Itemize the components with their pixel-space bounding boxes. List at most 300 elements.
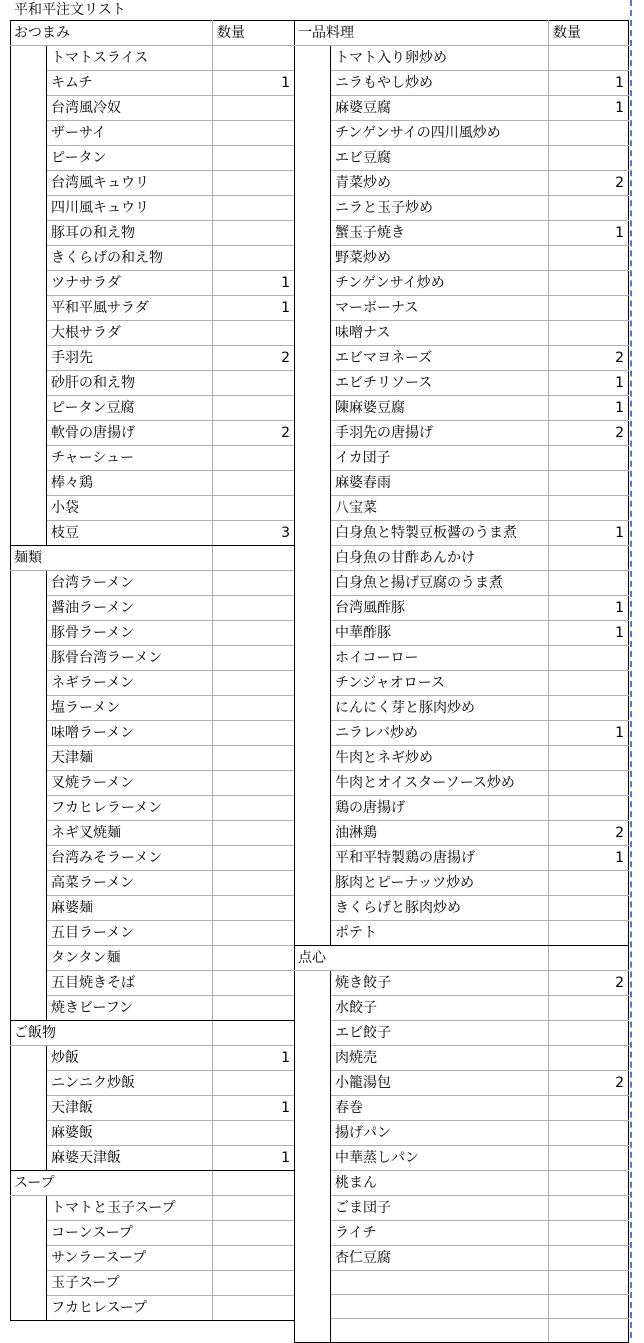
item-qty-cell[interactable] <box>213 1271 295 1296</box>
item-qty-cell[interactable] <box>213 121 295 146</box>
item-name-cell[interactable]: 天津麺 <box>47 746 213 771</box>
indent-cell[interactable] <box>11 746 47 771</box>
item-name-cell[interactable]: 鶏の唐揚げ <box>331 796 549 821</box>
indent-cell[interactable] <box>295 1121 331 1146</box>
indent-cell[interactable] <box>11 46 47 71</box>
item-name-cell[interactable]: フカヒレラーメン <box>47 796 213 821</box>
item-name-cell[interactable]: 陳麻婆豆腐 <box>331 396 549 421</box>
item-qty-cell[interactable] <box>213 921 295 946</box>
item-qty-cell[interactable] <box>549 571 629 596</box>
indent-cell[interactable] <box>295 996 331 1021</box>
item-name-cell[interactable]: 豚骨ラーメン <box>47 621 213 646</box>
indent-cell[interactable] <box>11 1271 47 1296</box>
item-qty-cell[interactable] <box>213 1246 295 1271</box>
item-name-cell[interactable]: 野菜炒め <box>331 246 549 271</box>
item-name-cell[interactable]: 小袋 <box>47 496 213 521</box>
indent-cell[interactable] <box>11 421 47 446</box>
indent-cell[interactable] <box>295 921 331 946</box>
indent-cell[interactable] <box>295 196 331 221</box>
item-qty-cell[interactable]: 2 <box>549 971 629 996</box>
item-qty-cell[interactable] <box>549 1021 629 1046</box>
indent-cell[interactable] <box>295 596 331 621</box>
indent-cell[interactable] <box>295 821 331 846</box>
item-name-cell[interactable]: ニラレバ炒め <box>331 721 549 746</box>
indent-cell[interactable] <box>11 1046 47 1071</box>
item-name-cell[interactable]: トマト入り卵炒め <box>331 46 549 71</box>
indent-cell[interactable] <box>11 121 47 146</box>
item-name-cell[interactable]: 枝豆 <box>47 521 213 546</box>
item-name-cell[interactable]: 炒飯 <box>47 1046 213 1071</box>
qty-header-cell[interactable] <box>213 546 295 571</box>
item-name-cell[interactable]: トマトと玉子スープ <box>47 1196 213 1221</box>
item-name-cell[interactable]: チンジャオロース <box>331 671 549 696</box>
item-qty-cell[interactable]: 1 <box>549 621 629 646</box>
category-title[interactable]: おつまみ <box>11 21 213 46</box>
qty-header-cell[interactable] <box>549 946 629 971</box>
item-qty-cell[interactable]: 1 <box>213 71 295 96</box>
item-name-cell[interactable]: 大根サラダ <box>47 321 213 346</box>
item-name-cell[interactable]: チンゲンサイ炒め <box>331 271 549 296</box>
item-name-cell[interactable]: きくらげの和え物 <box>47 246 213 271</box>
item-qty-cell[interactable] <box>549 271 629 296</box>
indent-cell[interactable] <box>295 271 331 296</box>
indent-cell[interactable] <box>295 1221 331 1246</box>
item-qty-cell[interactable] <box>213 146 295 171</box>
indent-cell[interactable] <box>295 1146 331 1171</box>
item-name-cell[interactable]: ニンニク炒飯 <box>47 1071 213 1096</box>
item-name-cell[interactable]: 味噌ナス <box>331 321 549 346</box>
indent-cell[interactable] <box>295 421 331 446</box>
indent-cell[interactable] <box>295 246 331 271</box>
item-name-cell[interactable]: 豚骨台湾ラーメン <box>47 646 213 671</box>
item-name-cell[interactable]: 揚げパン <box>331 1121 549 1146</box>
indent-cell[interactable] <box>11 1196 47 1221</box>
category-title[interactable]: ご飯物 <box>11 1021 213 1046</box>
indent-cell[interactable] <box>11 971 47 996</box>
item-name-cell[interactable]: フカヒレスープ <box>47 1296 213 1321</box>
indent-cell[interactable] <box>11 1096 47 1121</box>
item-name-cell[interactable]: 平和平風サラダ <box>47 296 213 321</box>
indent-cell[interactable] <box>11 771 47 796</box>
item-name-cell[interactable]: 白身魚と揚げ豆腐のうま煮 <box>331 571 549 596</box>
item-qty-cell[interactable] <box>213 371 295 396</box>
item-qty-cell[interactable] <box>549 696 629 721</box>
indent-cell[interactable] <box>295 1319 331 1343</box>
item-qty-cell[interactable] <box>549 746 629 771</box>
indent-cell[interactable] <box>295 496 331 521</box>
item-qty-cell[interactable] <box>549 646 629 671</box>
item-name-cell[interactable] <box>331 1319 549 1343</box>
indent-cell[interactable] <box>11 646 47 671</box>
item-name-cell[interactable]: 焼き餃子 <box>331 971 549 996</box>
item-name-cell[interactable]: ピータン豆腐 <box>47 396 213 421</box>
item-qty-cell[interactable] <box>549 1319 629 1343</box>
item-name-cell[interactable]: 手羽先 <box>47 346 213 371</box>
indent-cell[interactable] <box>11 846 47 871</box>
item-name-cell[interactable]: 豚肉とピーナッツ炒め <box>331 871 549 896</box>
item-name-cell[interactable]: 杏仁豆腐 <box>331 1246 549 1271</box>
indent-cell[interactable] <box>295 971 331 996</box>
indent-cell[interactable] <box>295 696 331 721</box>
indent-cell[interactable] <box>295 896 331 921</box>
item-name-cell[interactable]: 手羽先の唐揚げ <box>331 421 549 446</box>
item-name-cell[interactable]: ネギラーメン <box>47 671 213 696</box>
item-name-cell[interactable]: 四川風キュウリ <box>47 196 213 221</box>
item-qty-cell[interactable]: 1 <box>549 396 629 421</box>
indent-cell[interactable] <box>295 646 331 671</box>
indent-cell[interactable] <box>11 896 47 921</box>
item-name-cell[interactable]: ネギ叉焼麺 <box>47 821 213 846</box>
indent-cell[interactable] <box>295 221 331 246</box>
indent-cell[interactable] <box>11 71 47 96</box>
item-qty-cell[interactable] <box>213 571 295 596</box>
item-name-cell[interactable]: トマトスライス <box>47 46 213 71</box>
item-name-cell[interactable]: 台湾風キュウリ <box>47 171 213 196</box>
item-name-cell[interactable]: 台湾みそラーメン <box>47 846 213 871</box>
item-name-cell[interactable]: 麻婆飯 <box>47 1121 213 1146</box>
item-qty-cell[interactable] <box>213 1121 295 1146</box>
item-qty-cell[interactable] <box>549 246 629 271</box>
indent-cell[interactable] <box>11 171 47 196</box>
item-name-cell[interactable]: タンタン麺 <box>47 946 213 971</box>
item-name-cell[interactable]: エビ餃子 <box>331 1021 549 1046</box>
item-name-cell[interactable]: 春巻 <box>331 1096 549 1121</box>
item-name-cell[interactable]: 塩ラーメン <box>47 696 213 721</box>
indent-cell[interactable] <box>295 1046 331 1071</box>
item-qty-cell[interactable] <box>549 1271 629 1295</box>
item-name-cell[interactable]: サンラースープ <box>47 1246 213 1271</box>
item-qty-cell[interactable]: 1 <box>213 271 295 296</box>
item-name-cell[interactable]: 天津飯 <box>47 1096 213 1121</box>
item-name-cell[interactable]: ホイコーロー <box>331 646 549 671</box>
item-name-cell[interactable]: 台湾ラーメン <box>47 571 213 596</box>
item-name-cell[interactable] <box>331 1271 549 1295</box>
indent-cell[interactable] <box>11 521 47 546</box>
item-name-cell[interactable]: 棒々鶏 <box>47 471 213 496</box>
item-qty-cell[interactable] <box>213 396 295 421</box>
item-qty-cell[interactable] <box>213 746 295 771</box>
item-name-cell[interactable]: 牛肉とネギ炒め <box>331 746 549 771</box>
item-qty-cell[interactable]: 2 <box>549 821 629 846</box>
indent-cell[interactable] <box>11 446 47 471</box>
indent-cell[interactable] <box>11 246 47 271</box>
category-title[interactable]: 一品料理 <box>295 21 549 46</box>
qty-header-cell[interactable] <box>213 1021 295 1046</box>
item-qty-cell[interactable] <box>213 971 295 996</box>
item-name-cell[interactable]: 小籠湯包 <box>331 1071 549 1096</box>
item-name-cell[interactable]: チンゲンサイの四川風炒め <box>331 121 549 146</box>
indent-cell[interactable] <box>295 621 331 646</box>
category-title[interactable]: 点心 <box>295 946 549 971</box>
indent-cell[interactable] <box>11 496 47 521</box>
item-qty-cell[interactable] <box>549 671 629 696</box>
indent-cell[interactable] <box>295 321 331 346</box>
item-name-cell[interactable]: 中華蒸しパン <box>331 1146 549 1171</box>
indent-cell[interactable] <box>11 271 47 296</box>
item-qty-cell[interactable] <box>213 321 295 346</box>
item-qty-cell[interactable]: 1 <box>213 1096 295 1121</box>
item-qty-cell[interactable] <box>213 771 295 796</box>
item-name-cell[interactable]: 油淋鶏 <box>331 821 549 846</box>
item-qty-cell[interactable] <box>549 771 629 796</box>
item-qty-cell[interactable]: 1 <box>549 221 629 246</box>
item-name-cell[interactable]: 肉焼売 <box>331 1046 549 1071</box>
item-qty-cell[interactable] <box>549 446 629 471</box>
item-qty-cell[interactable] <box>213 896 295 921</box>
indent-cell[interactable] <box>295 671 331 696</box>
indent-cell[interactable] <box>11 471 47 496</box>
indent-cell[interactable] <box>11 596 47 621</box>
item-qty-cell[interactable] <box>549 196 629 221</box>
item-name-cell[interactable]: 八宝菜 <box>331 496 549 521</box>
indent-cell[interactable] <box>11 346 47 371</box>
indent-cell[interactable] <box>295 871 331 896</box>
indent-cell[interactable] <box>11 1121 47 1146</box>
item-qty-cell[interactable] <box>549 321 629 346</box>
indent-cell[interactable] <box>11 721 47 746</box>
item-qty-cell[interactable]: 2 <box>549 171 629 196</box>
item-qty-cell[interactable] <box>213 596 295 621</box>
indent-cell[interactable] <box>11 396 47 421</box>
indent-cell[interactable] <box>11 946 47 971</box>
item-qty-cell[interactable]: 1 <box>549 521 629 546</box>
item-name-cell[interactable]: マーボーナス <box>331 296 549 321</box>
item-qty-cell[interactable] <box>213 846 295 871</box>
indent-cell[interactable] <box>11 921 47 946</box>
item-name-cell[interactable]: キムチ <box>47 71 213 96</box>
qty-column-header[interactable]: 数量 <box>549 21 629 46</box>
indent-cell[interactable] <box>295 1196 331 1221</box>
indent-cell[interactable] <box>295 1271 331 1295</box>
indent-cell[interactable] <box>11 571 47 596</box>
indent-cell[interactable] <box>295 546 331 571</box>
item-qty-cell[interactable] <box>213 196 295 221</box>
item-name-cell[interactable]: 叉焼ラーメン <box>47 771 213 796</box>
item-name-cell[interactable]: 五目ラーメン <box>47 921 213 946</box>
item-name-cell[interactable]: 桃まん <box>331 1171 549 1196</box>
item-qty-cell[interactable]: 1 <box>549 71 629 96</box>
item-qty-cell[interactable] <box>549 1046 629 1071</box>
item-name-cell[interactable]: エビ豆腐 <box>331 146 549 171</box>
indent-cell[interactable] <box>295 346 331 371</box>
indent-cell[interactable] <box>295 396 331 421</box>
item-qty-cell[interactable] <box>213 871 295 896</box>
item-qty-cell[interactable] <box>213 1296 295 1321</box>
item-qty-cell[interactable] <box>549 996 629 1021</box>
item-name-cell[interactable]: 五目焼きそば <box>47 971 213 996</box>
item-qty-cell[interactable]: 1 <box>549 596 629 621</box>
indent-cell[interactable] <box>11 796 47 821</box>
indent-cell[interactable] <box>11 221 47 246</box>
item-qty-cell[interactable] <box>549 1295 629 1319</box>
item-name-cell[interactable]: 麻婆豆腐 <box>331 96 549 121</box>
item-name-cell[interactable]: 軟骨の唐揚げ <box>47 421 213 446</box>
item-name-cell[interactable]: 白身魚の甘酢あんかけ <box>331 546 549 571</box>
indent-cell[interactable] <box>11 1296 47 1321</box>
indent-cell[interactable] <box>295 96 331 121</box>
indent-cell[interactable] <box>11 696 47 721</box>
indent-cell[interactable] <box>11 296 47 321</box>
indent-cell[interactable] <box>295 1096 331 1121</box>
item-qty-cell[interactable] <box>549 1171 629 1196</box>
indent-cell[interactable] <box>11 821 47 846</box>
indent-cell[interactable] <box>295 71 331 96</box>
item-qty-cell[interactable]: 2 <box>549 1071 629 1096</box>
category-title[interactable]: 麺類 <box>11 546 213 571</box>
item-name-cell[interactable]: ごま団子 <box>331 1196 549 1221</box>
indent-cell[interactable] <box>295 1295 331 1319</box>
qty-column-header[interactable]: 数量 <box>213 21 295 46</box>
item-name-cell[interactable]: ライチ <box>331 1221 549 1246</box>
item-name-cell[interactable]: 青菜炒め <box>331 171 549 196</box>
item-qty-cell[interactable] <box>549 1121 629 1146</box>
item-qty-cell[interactable] <box>549 296 629 321</box>
item-qty-cell[interactable] <box>549 896 629 921</box>
category-title[interactable]: スープ <box>11 1171 213 1196</box>
item-qty-cell[interactable] <box>549 46 629 71</box>
item-qty-cell[interactable] <box>213 446 295 471</box>
item-qty-cell[interactable] <box>549 121 629 146</box>
indent-cell[interactable] <box>295 571 331 596</box>
item-name-cell[interactable]: 麻婆天津飯 <box>47 1146 213 1171</box>
item-name-cell[interactable]: 麻婆麺 <box>47 896 213 921</box>
item-qty-cell[interactable]: 2 <box>549 421 629 446</box>
indent-cell[interactable] <box>11 871 47 896</box>
indent-cell[interactable] <box>11 1221 47 1246</box>
item-qty-cell[interactable] <box>213 621 295 646</box>
item-qty-cell[interactable] <box>213 496 295 521</box>
item-name-cell[interactable]: 豚耳の和え物 <box>47 221 213 246</box>
item-qty-cell[interactable] <box>549 796 629 821</box>
indent-cell[interactable] <box>295 446 331 471</box>
item-name-cell[interactable]: チャーシュー <box>47 446 213 471</box>
item-name-cell[interactable]: 醤油ラーメン <box>47 596 213 621</box>
indent-cell[interactable] <box>11 371 47 396</box>
item-qty-cell[interactable]: 1 <box>549 721 629 746</box>
item-name-cell[interactable]: ニラもやし炒め <box>331 71 549 96</box>
item-qty-cell[interactable] <box>213 1221 295 1246</box>
indent-cell[interactable] <box>11 621 47 646</box>
item-qty-cell[interactable] <box>213 721 295 746</box>
item-name-cell[interactable]: 麻婆春雨 <box>331 471 549 496</box>
indent-cell[interactable] <box>295 121 331 146</box>
indent-cell[interactable] <box>11 1146 47 1171</box>
item-qty-cell[interactable]: 2 <box>213 421 295 446</box>
indent-cell[interactable] <box>11 1071 47 1096</box>
item-name-cell[interactable]: エビチリソース <box>331 371 549 396</box>
indent-cell[interactable] <box>295 1071 331 1096</box>
indent-cell[interactable] <box>295 846 331 871</box>
item-qty-cell[interactable] <box>213 46 295 71</box>
item-qty-cell[interactable] <box>213 246 295 271</box>
item-qty-cell[interactable] <box>549 146 629 171</box>
item-name-cell[interactable]: ツナサラダ <box>47 271 213 296</box>
item-name-cell[interactable]: 蟹玉子焼き <box>331 221 549 246</box>
indent-cell[interactable] <box>295 1246 331 1271</box>
item-name-cell[interactable]: きくらげと豚肉炒め <box>331 896 549 921</box>
indent-cell[interactable] <box>11 146 47 171</box>
item-qty-cell[interactable] <box>549 871 629 896</box>
item-qty-cell[interactable] <box>213 946 295 971</box>
item-qty-cell[interactable]: 3 <box>213 521 295 546</box>
item-name-cell[interactable]: エビマヨネーズ <box>331 346 549 371</box>
item-qty-cell[interactable]: 1 <box>213 296 295 321</box>
item-name-cell[interactable]: ザーサイ <box>47 121 213 146</box>
item-name-cell[interactable]: 中華酢豚 <box>331 621 549 646</box>
indent-cell[interactable] <box>11 671 47 696</box>
indent-cell[interactable] <box>11 196 47 221</box>
item-qty-cell[interactable] <box>549 1246 629 1271</box>
indent-cell[interactable] <box>295 1021 331 1046</box>
item-name-cell[interactable]: ポテト <box>331 921 549 946</box>
indent-cell[interactable] <box>295 746 331 771</box>
item-qty-cell[interactable] <box>213 821 295 846</box>
item-qty-cell[interactable] <box>549 471 629 496</box>
indent-cell[interactable] <box>295 471 331 496</box>
item-name-cell[interactable]: 水餃子 <box>331 996 549 1021</box>
indent-cell[interactable] <box>295 46 331 71</box>
item-qty-cell[interactable] <box>549 496 629 521</box>
indent-cell[interactable] <box>11 321 47 346</box>
item-qty-cell[interactable] <box>549 1146 629 1171</box>
item-qty-cell[interactable] <box>213 1071 295 1096</box>
indent-cell[interactable] <box>295 146 331 171</box>
item-qty-cell[interactable]: 1 <box>549 96 629 121</box>
item-name-cell[interactable]: 高菜ラーメン <box>47 871 213 896</box>
item-name-cell[interactable]: ニラと玉子炒め <box>331 196 549 221</box>
qty-header-cell[interactable] <box>213 1171 295 1196</box>
item-name-cell[interactable]: にんにく芽と豚肉炒め <box>331 696 549 721</box>
item-qty-cell[interactable] <box>549 546 629 571</box>
indent-cell[interactable] <box>11 996 47 1021</box>
indent-cell[interactable] <box>295 1171 331 1196</box>
item-qty-cell[interactable] <box>213 221 295 246</box>
indent-cell[interactable] <box>295 721 331 746</box>
item-qty-cell[interactable] <box>549 921 629 946</box>
indent-cell[interactable] <box>11 96 47 121</box>
item-qty-cell[interactable] <box>549 1221 629 1246</box>
item-qty-cell[interactable]: 1 <box>213 1146 295 1171</box>
item-qty-cell[interactable] <box>213 696 295 721</box>
item-name-cell[interactable] <box>331 1295 549 1319</box>
item-qty-cell[interactable]: 1 <box>213 1046 295 1071</box>
item-name-cell[interactable]: コーンスープ <box>47 1221 213 1246</box>
item-name-cell[interactable]: 玉子スープ <box>47 1271 213 1296</box>
item-name-cell[interactable]: 白身魚と特製豆板醤のうま煮 <box>331 521 549 546</box>
item-qty-cell[interactable] <box>213 796 295 821</box>
item-name-cell[interactable]: 焼きビーフン <box>47 996 213 1021</box>
indent-cell[interactable] <box>295 371 331 396</box>
item-qty-cell[interactable] <box>213 646 295 671</box>
item-qty-cell[interactable]: 2 <box>213 346 295 371</box>
item-name-cell[interactable]: 台湾風酢豚 <box>331 596 549 621</box>
item-qty-cell[interactable] <box>549 1196 629 1221</box>
item-name-cell[interactable]: 砂肝の和え物 <box>47 371 213 396</box>
item-name-cell[interactable]: 味噌ラーメン <box>47 721 213 746</box>
item-name-cell[interactable]: 平和平特製鶏の唐揚げ <box>331 846 549 871</box>
item-qty-cell[interactable] <box>213 671 295 696</box>
item-qty-cell[interactable] <box>213 471 295 496</box>
indent-cell[interactable] <box>295 771 331 796</box>
indent-cell[interactable] <box>295 296 331 321</box>
item-name-cell[interactable]: イカ団子 <box>331 446 549 471</box>
item-qty-cell[interactable] <box>213 996 295 1021</box>
item-qty-cell[interactable]: 1 <box>549 846 629 871</box>
item-name-cell[interactable]: 牛肉とオイスターソース炒め <box>331 771 549 796</box>
indent-cell[interactable] <box>295 796 331 821</box>
item-name-cell[interactable]: ピータン <box>47 146 213 171</box>
item-qty-cell[interactable] <box>549 1096 629 1121</box>
